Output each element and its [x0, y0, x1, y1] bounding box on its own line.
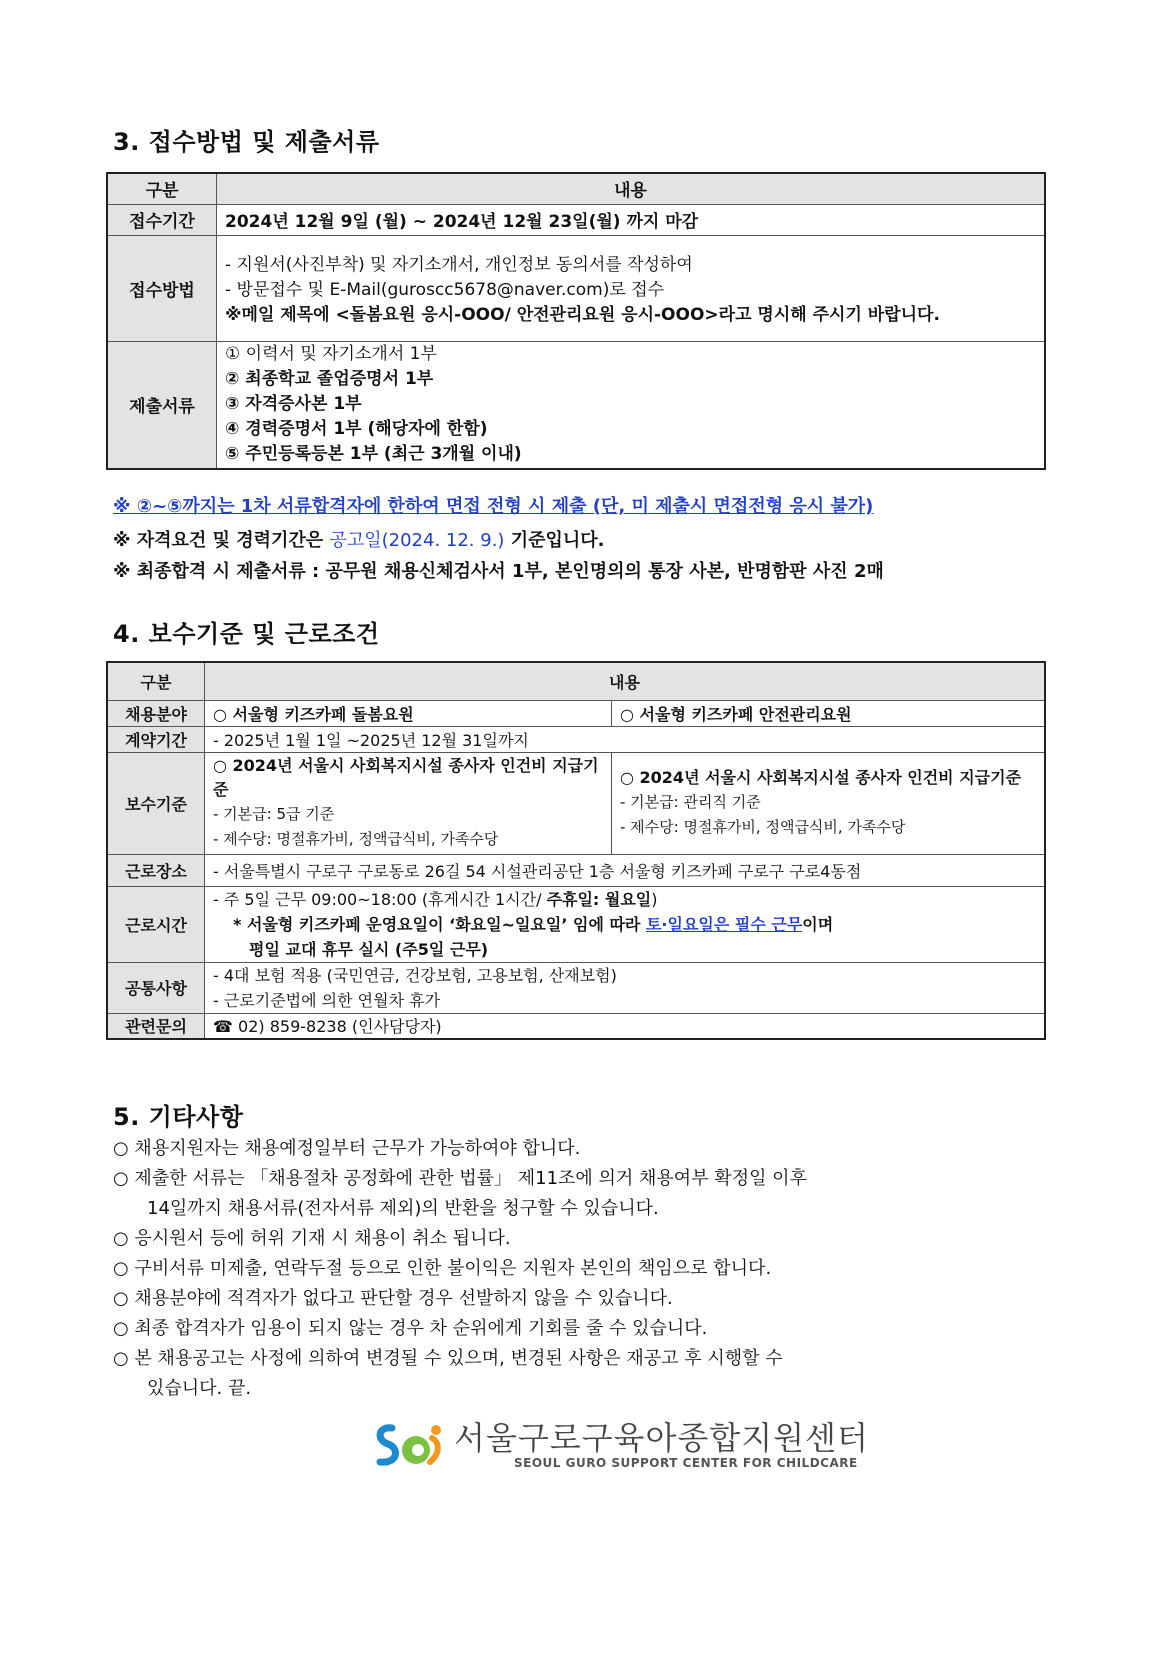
common-line: - 4대 보험 적용 (국민연금, 건강보험, 고용보험, 산재보험)	[213, 965, 617, 985]
section-4-title: 4. 보수기준 및 근로조건	[113, 620, 380, 648]
row-label-pay: 보수기준	[107, 752, 205, 854]
document-item: ② 최종학교 졸업증명서 1부	[225, 369, 434, 390]
row-label-hours: 근로시간	[107, 886, 205, 962]
field-safety: ○ 서울형 키즈카페 안전관리요원	[612, 700, 1046, 726]
conditions-table	[106, 661, 1046, 1040]
pay-right-title: ○ 2024년 서울시 사회복지시설 종사자 인건비 지급기준	[620, 768, 1022, 787]
period-value: 2024년 12월 9일 (월) ~ 2024년 12월 23일(월) 까지 마감	[217, 204, 1046, 235]
misc-item: ○ 제출한 서류는 「채용절차 공정화에 관한 법률」 제11조에 의거 채용여부 확정일 이후	[113, 1168, 807, 1189]
row-label-common: 공통사항	[107, 962, 205, 1013]
hours-line2-end: 이며	[802, 914, 834, 934]
row-label-location: 근로장소	[107, 854, 205, 886]
hours-line1: - 주 5일 근무 09:00~18:00 (휴게시간 1시간/	[213, 889, 547, 909]
pay-left-base: - 기본급: 5급 기준	[213, 805, 335, 823]
note2-suffix: 기준입니다.	[504, 530, 605, 551]
phone-icon: ☎	[213, 1017, 233, 1037]
hours-line2: * 서울형 키즈카페 운영요일이 ‘화요일~일요일’ 임에 따라	[233, 914, 646, 934]
section-5-title: 5. 기타사항	[113, 1103, 244, 1131]
hours-line3: 평일 교대 휴무 실시 (주5일 근무)	[249, 939, 489, 959]
misc-item: ○ 본 채용공고는 사정에 의하여 변경될 수 있으며, 변경된 사항은 재공고 후 시행할 수	[113, 1348, 783, 1369]
note2-prefix: ※ 자격요건 및 경력기간은	[113, 530, 330, 551]
row-label-field: 채용분야	[107, 700, 205, 726]
header-content: 내용	[217, 173, 1046, 204]
weekly-holiday: 주휴일: 월요일	[546, 889, 652, 909]
note-final-documents: ※ 최종합격 시 제출서류 : 공무원 채용신체검사서 1부, 본인명의의 통장 사본, 반명함판 사진 2매	[113, 561, 884, 582]
logo-korean-name: 서울구로구육아종합지원센터	[454, 1419, 869, 1457]
logo-mark-icon	[370, 1420, 450, 1470]
note-qualification-date	[113, 526, 604, 552]
document-item: ③ 자격증사본 1부	[225, 394, 362, 415]
document-item: ① 이력서 및 자기소개서 1부	[225, 344, 437, 365]
common-line: - 근로기준법에 의한 연월차 휴가	[213, 990, 441, 1010]
submission-table	[106, 172, 1046, 470]
row-label-contract: 계약기간	[107, 726, 205, 752]
document-item: ④ 경력증명서 1부 (해당자에 한함)	[225, 419, 488, 440]
method-line: - 방문접수 및 E-Mail(guroscc5678@naver.com)로 접수	[225, 279, 665, 300]
note-interview-submission: ※ ②~⑤까지는 1차 서류합격자에 한하여 면접 전형 시 제출 (단, 미 제출시 면접전형 응시 불가)	[113, 496, 874, 517]
location-value: - 서울특별시 구로구 구로동로 26길 54 시설관리공단 1층 서울형 키즈카페 구로구 구로4동점	[205, 854, 1046, 886]
row-label-documents: 제출서류	[107, 341, 217, 469]
row-label-contact: 관련문의	[107, 1013, 205, 1039]
weekend-required-link: 토·일요일은 필수 근무	[645, 914, 803, 934]
misc-item: ○ 구비서류 미제출, 연락두절 등으로 인한 불이익은 지원자 본인의 책임으로 합니다.	[113, 1258, 772, 1279]
misc-item: ○ 채용분야에 적격자가 없다고 판단할 경우 선발하지 않을 수 있습니다.	[113, 1288, 673, 1309]
misc-item: ○ 채용지원자는 채용예정일부터 근무가 가능하여야 합니다.	[113, 1138, 581, 1159]
misc-item-cont: 있습니다. 끝.	[147, 1378, 252, 1399]
center-logo	[370, 1420, 869, 1470]
contact-value: 02) 859-8238 (인사담당자)	[238, 1017, 442, 1037]
pay-left-title: ○ 2024년 서울시 사회복지시설 종사자 인건비 지급기준	[213, 756, 599, 799]
misc-item: ○ 최종 합격자가 임용이 되지 않는 경우 차 순위에게 기회를 줄 수 있습니다.	[113, 1318, 708, 1339]
note2-highlight: 공고일(2024. 12. 9.)	[329, 530, 505, 551]
pay-left-allowance: - 제수당: 명절휴가비, 정액급식비, 가족수당	[213, 830, 499, 848]
contract-value: - 2025년 1월 1일 ~2025년 12월 31일까지	[205, 726, 1046, 752]
pay-right-allowance: - 제수당: 명절휴가비, 정액급식비, 가족수당	[620, 818, 906, 836]
misc-item: ○ 응시원서 등에 허위 기재 시 채용이 취소 됩니다.	[113, 1228, 511, 1249]
method-line: - 지원서(사진부착) 및 자기소개서, 개인정보 동의서를 작성하여	[225, 254, 693, 275]
field-caregiver: ○ 서울형 키즈카페 돌봄요원	[205, 700, 612, 726]
method-line: ※메일 제목에 <돌봄요원 응시-OOO/ 안전관리요원 응시-OOO>라고 명시해 주시기 바랍니다.	[225, 304, 940, 325]
header-content: 내용	[205, 662, 1046, 700]
header-category: 구분	[107, 662, 205, 700]
row-label-method: 접수방법	[107, 235, 217, 341]
row-label-period: 접수기간	[107, 204, 217, 235]
header-category: 구분	[107, 173, 217, 204]
pay-right-base: - 기본급: 관리직 기준	[620, 793, 761, 811]
section-3-title: 3. 접수방법 및 제출서류	[113, 128, 380, 156]
misc-item-cont: 14일까지 채용서류(전자서류 제외)의 반환을 청구할 수 있습니다.	[147, 1198, 659, 1219]
hours-line1-end: )	[651, 889, 658, 909]
document-item: ⑤ 주민등록등본 1부 (최근 3개월 이내)	[225, 444, 522, 465]
logo-english-name: SEOUL GURO SUPPORT CENTER FOR CHILDCARE	[514, 1456, 858, 1470]
